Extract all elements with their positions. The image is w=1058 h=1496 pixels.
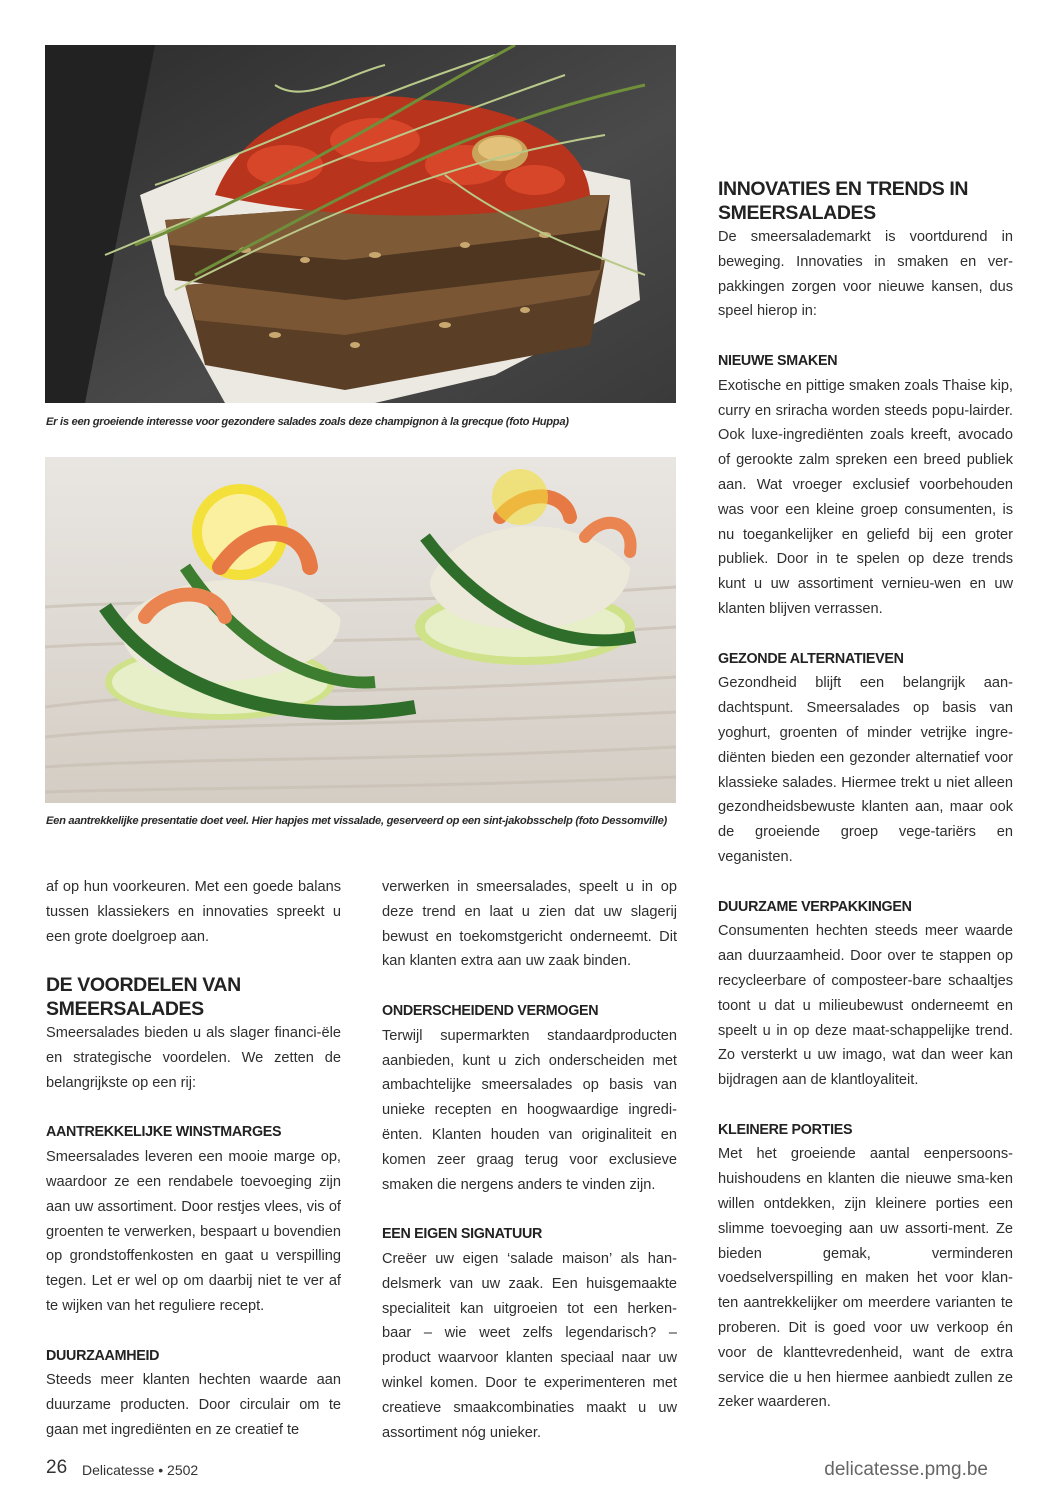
website-link[interactable]: delicatesse.pmg.be	[824, 1459, 988, 1480]
paragraph: Steeds meer klanten hechten waarde aan duurzame producten. Door circulair om te gaan met ingrediënten en ze creatief te	[46, 1372, 341, 1438]
paragraph: Consumenten hechten steeds meer waarde aan duurzaamheid. Door over te stappen op recycleerbare of composteer-bare schaaltjes toont u dat u milieubewust onderneemt en speelt u in op deze maat-schappelijke trend. Zo versterkt u uw imago, wat dan weer kan bijdragen aan de klantloyaliteit.	[718, 923, 1013, 1089]
section-heading: INNOVATIES EN TRENDS IN SMEERSALADES	[718, 178, 969, 224]
subheading: KLEINERE PORTIES	[718, 1121, 853, 1138]
paragraph: Met het groeiende aantal eenpersoons-huishoudens en klanten die nieuwe sma-ken willen ontdekken, zijn kleinere porties een slimme toevoeging aan uw assorti-ment. Ze bieden gemak, verminderen voedselverspilling en maken het voor klan-ten aantrekkelijker om meerdere varianten te proberen. Dit is goed voor uw verkoop én voor de klanttevredenheid, want de extra service die u hen hiermee aanbiedt zullen ze zeker waarderen.	[718, 1146, 1013, 1411]
subheading: DUURZAAMHEID	[46, 1347, 160, 1364]
photo-fish-salad-bites	[45, 457, 676, 803]
paragraph: Exotische en pittige smaken zoals Thaise kip, curry en sriracha worden steeds popu-lairder. Ook luxe-ingrediënten zoals kreeft, avocado of gerookte zalm spreken een breed publiek aan. Wat vroeger exclusief voorbehouden was voor een kleine groep consumenten, is nu toegankelijker en geliefd bij een groter publiek. Door in te spelen op deze trends kunt u uw assortiment vernieu-wen en uw klanten blijven verrassen.	[718, 377, 1013, 617]
page-number: 26	[46, 1457, 68, 1478]
photo-caption: Een aantrekkelijke presentatie doet veel. Hier hapjes met vissalade, geserveerd op een sint-jakobsschelp (foto Dessomville)	[46, 815, 667, 827]
photo-champignon-sandwich	[45, 45, 676, 403]
subheading: EEN EIGEN SIGNATUUR	[382, 1226, 543, 1243]
paragraph: af op hun voorkeuren. Met een goede balans tussen klassiekers en innovaties spreekt u een grote doelgroep aan.	[46, 879, 341, 945]
publication-name: Delicatesse • 2502	[82, 1462, 199, 1478]
paragraph: Terwijl supermarkten standaardproducten aanbieden, kunt u zich onderscheiden met ambachtelijke smeersalades op basis van unieke recepten en hoogwaardige ingredi-ënten. Klanten houden van originaliteit en komen zeer graag terug voor exclusieve smaken die nergens anders te vinden zijn.	[382, 1027, 677, 1193]
text-column-2	[382, 875, 677, 1445]
photo-caption: Er is een groeiende interesse voor gezondere salades zoals deze champignon à la grecque (foto Huppa)	[46, 416, 569, 428]
paragraph: verwerken in smeersalades, speelt u in op deze trend en laat u zien dat uw slagerij bewust en toekomstgericht onderneemt. Dit kan klanten extra aan uw zaak binden.	[382, 879, 677, 970]
text-column-3	[718, 178, 1013, 1415]
subheading: ONDERSCHEIDEND VERMOGEN	[382, 1002, 599, 1019]
subheading: AANTREKKELIJKE WINSTMARGES	[46, 1124, 282, 1141]
paragraph: Creëer uw eigen ‘salade maison’ als han-delsmerk van uw zaak. Een huisgemaakte specialiteit kan uitgroeien tot een herken-baar – wie weet zelfs legendarisch? – product waarvoor klanten speciaal naar uw winkel komen. Door te experimenteren met creatieve smaakcombinaties maakt u uw assortiment nóg unieker.	[382, 1250, 677, 1441]
paragraph: Gezondheid blijft een belangrijk aan-dachtspunt. Smeersalades op basis van yoghurt, groenten of minder vetrijke ingre-diënten bieden een gezonder alternatief voor klassieke salades. Hiermee trekt u niet alleen gezondheidsbewuste klanten aan, maar ook de groeiende groep vege-tariërs en veganisten.	[718, 675, 1013, 865]
section-heading: DE VOORDELEN VAN SMEERSALADES	[46, 974, 241, 1020]
text-column-1	[46, 875, 341, 1443]
subheading: DUURZAME VERPAKKINGEN	[718, 898, 912, 915]
paragraph: Smeersalades leveren een mooie marge op, waardoor ze een rendabele toevoeging zijn aan uw assortiment. Door restjes vlees, vis of groenten te verwerken, bespaart u bovendien op grondstoffenkosten en gaat u verspilling tegen. Let er wel op om daarbij niet te ver af te wijken van het reguliere recept.	[46, 1149, 341, 1314]
subheading: GEZONDE ALTERNATIEVEN	[718, 650, 904, 667]
subheading: NIEUWE SMAKEN	[718, 352, 838, 369]
paragraph: Smeersalades bieden u als slager financi-ële en strategische voordelen. We zetten de belangrijkste op een rij:	[46, 1025, 341, 1091]
paragraph: De smeersalademarkt is voortdurend in beweging. Innovaties in smaken en ver-pakkingen zorgen voor nieuwe kansen, dus speel hierop in:	[718, 229, 1013, 320]
